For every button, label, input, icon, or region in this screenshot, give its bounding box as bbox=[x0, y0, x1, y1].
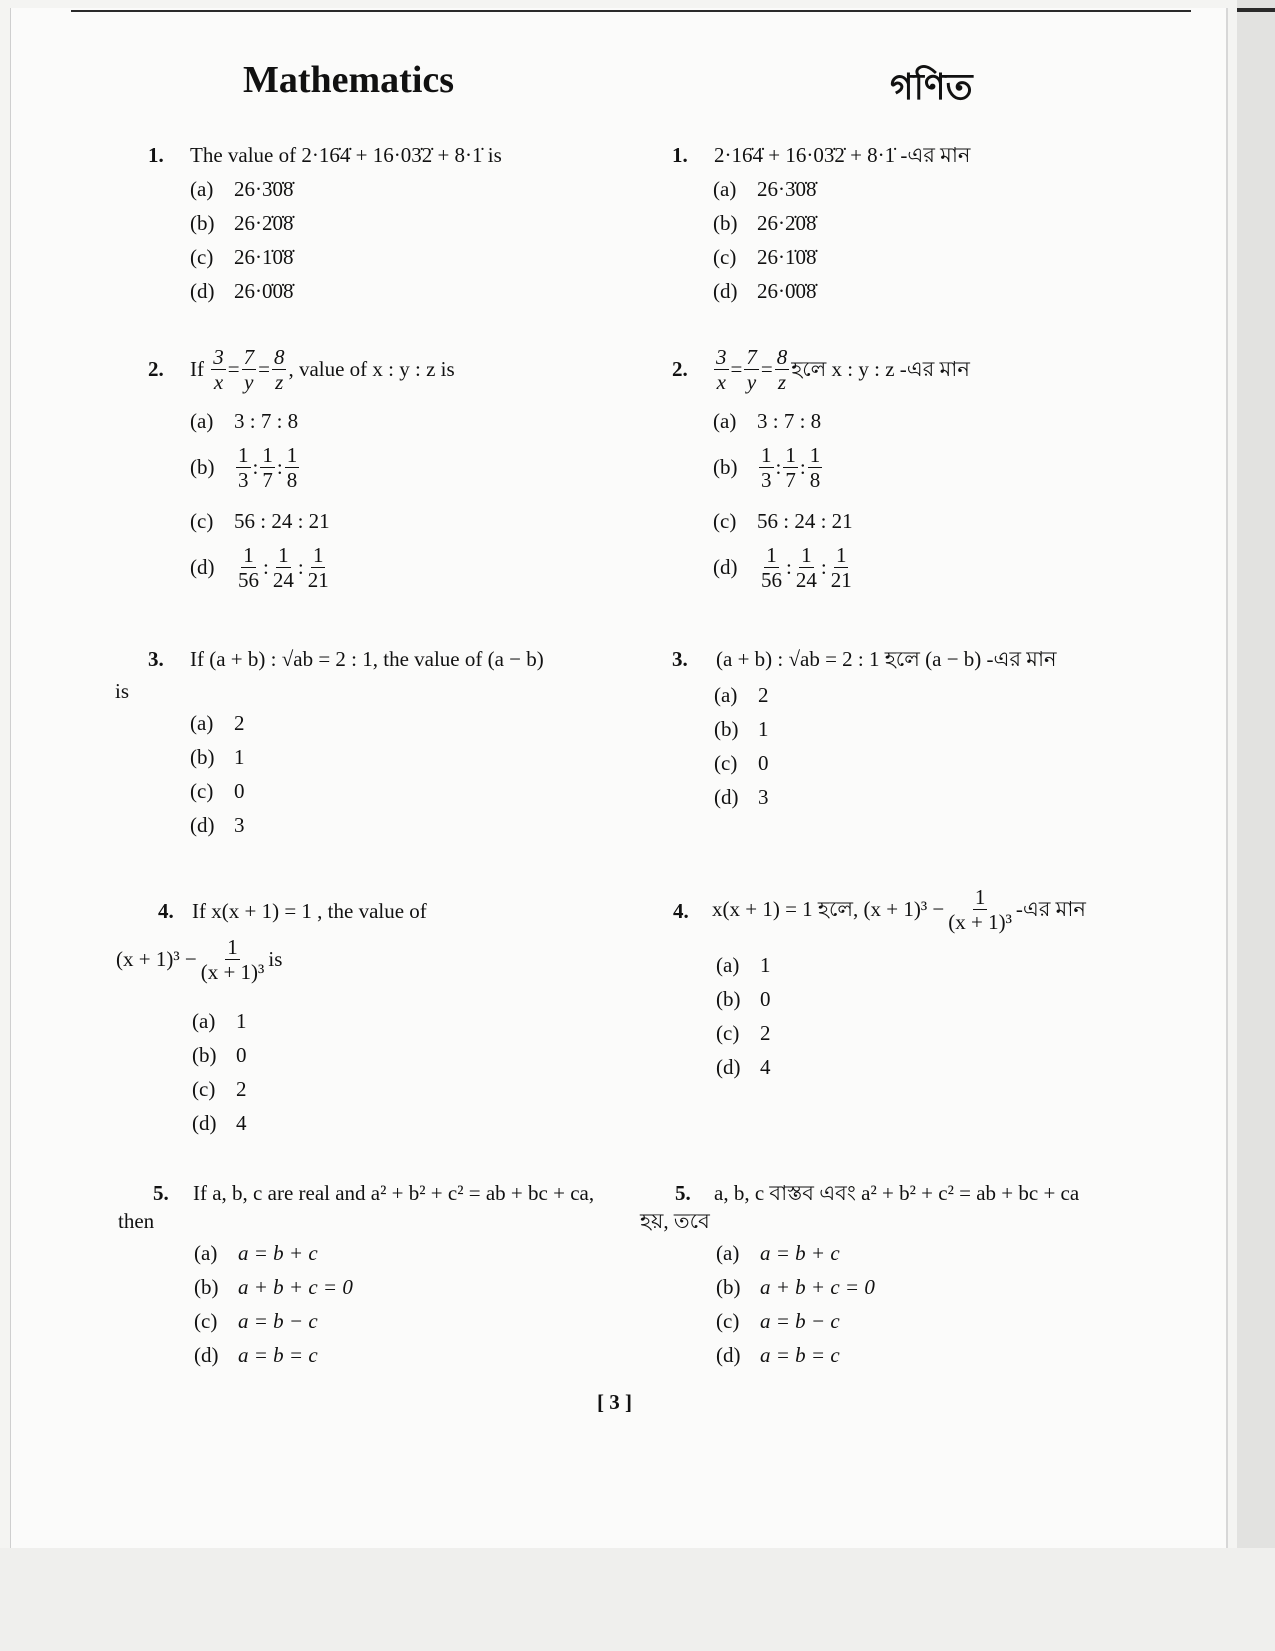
option-d: (d) $\frac{1}{56}$ : $\frac{1}{24}$ : $\frac{1}{21}$ bbox=[190, 542, 329, 592]
option-d: (d) 4 bbox=[716, 1055, 771, 1079]
fraction: $\frac{3}{x}$ bbox=[213, 344, 224, 394]
question-number: 5. bbox=[153, 1181, 169, 1205]
question-text: The value of 2·16̇4̇ + 16·03̇2̇ + 8·1̇ is bbox=[190, 143, 502, 167]
question-text: If a, b, c are real and a² + b² + c² = ab + bc + ca, bbox=[193, 1181, 595, 1205]
question-text: If $\frac{3}{x}$ = $\frac{7}{y}$ = $\frac{8}{z}$ , value of x : y : z is bbox=[190, 344, 455, 394]
option-d: (d) a = b = c bbox=[716, 1343, 840, 1367]
option-d: (d) 26·0̇0̇8̇ bbox=[190, 279, 294, 303]
option-c: (c) a = b − c bbox=[716, 1309, 840, 1333]
option-c: (c) 26·1̇0̇8̇ bbox=[713, 245, 817, 269]
option-c: (c) 2 bbox=[716, 1021, 771, 1045]
option-c: (c) 56 : 24 : 21 bbox=[713, 509, 853, 533]
fraction: $\frac{3}{x}$ bbox=[716, 344, 727, 394]
scan-margin bbox=[0, 1548, 1275, 1651]
question-text: x(x + 1) = 1 হলে, (x + 1)³ − $\frac{1}{\text{(x + 1)³}}$ -এর মান bbox=[712, 884, 1086, 934]
question-number: 2. bbox=[672, 357, 688, 381]
fraction: $\frac{8}{z}$ bbox=[273, 344, 285, 394]
fraction: $\frac{7}{y}$ bbox=[243, 344, 255, 394]
question-text: If x(x + 1) = 1 , the value of bbox=[192, 899, 427, 923]
question-text: If (a + b) : √ab = 2 : 1, the value of (a − b) bbox=[190, 647, 544, 671]
option-a: (a) a = b + c bbox=[194, 1241, 318, 1265]
option-a: (a) 1 bbox=[192, 1009, 247, 1033]
fraction: $\frac{8}{z}$ bbox=[776, 344, 788, 394]
option-c: (c) 0 bbox=[714, 751, 769, 775]
option-c: (c) 56 : 24 : 21 bbox=[190, 509, 330, 533]
question-number: 5. bbox=[675, 1181, 691, 1205]
question-text-cont: হয়, তবে bbox=[640, 1209, 710, 1233]
question-number: 4. bbox=[158, 899, 174, 923]
option-a: (a) 2 bbox=[190, 711, 245, 735]
option-b: (b) 26·2̇0̇8̇ bbox=[190, 211, 294, 235]
option-c: (c) 26·1̇0̇8̇ bbox=[190, 245, 294, 269]
option-a: (a) 3 : 7 : 8 bbox=[713, 409, 822, 433]
option-a: (a) 2 bbox=[714, 683, 769, 707]
option-c: (c) 2 bbox=[192, 1077, 247, 1101]
option-b: (b) $\frac{1}{3}$ : $\frac{1}{7}$ : $\frac{1}{8}$ bbox=[713, 442, 821, 492]
option-c: (c) a = b − c bbox=[194, 1309, 318, 1333]
question-text-cont: is bbox=[115, 679, 130, 703]
question-number: 3. bbox=[148, 647, 164, 671]
option-d: (d) a = b = c bbox=[194, 1343, 318, 1367]
question-text: 2·16̇4̇ + 16·03̇2̇ + 8·1̇ -এর মান bbox=[714, 143, 971, 167]
fraction: $\frac{7}{y}$ bbox=[746, 344, 757, 394]
option-c: (c) 0 bbox=[190, 779, 245, 803]
option-b: (b) a + b + c = 0 bbox=[194, 1275, 353, 1299]
option-d: (d) $\frac{1}{56}$ : $\frac{1}{24}$ : $\frac{1}{21}$ bbox=[713, 542, 852, 592]
title-english: Mathematics bbox=[243, 59, 455, 101]
option-d: (d) 26·0̇0̇8̇ bbox=[713, 279, 817, 303]
question-text-cont: then bbox=[118, 1209, 155, 1233]
question-number: 1. bbox=[672, 143, 688, 167]
option-b: (b) 1 bbox=[714, 717, 769, 741]
question-number: 4. bbox=[673, 899, 689, 923]
option-b: (b) 26·2̇0̇8̇ bbox=[713, 211, 817, 235]
question-number: 3. bbox=[672, 647, 688, 671]
question-text: a, b, c বাস্তব এবং a² + b² + c² = ab + bc + ca bbox=[714, 1181, 1080, 1205]
question-number: 1. bbox=[148, 143, 164, 167]
page-number: [ 3 ] bbox=[597, 1390, 632, 1414]
option-d: (d) 3 bbox=[190, 813, 245, 837]
option-a: (a) 1 bbox=[716, 953, 771, 977]
option-a: (a) 3 : 7 : 8 bbox=[190, 409, 299, 433]
question-text: (a + b) : √ab = 2 : 1 হলে (a − b) -এর মান bbox=[716, 647, 1057, 671]
page-edge bbox=[1237, 0, 1275, 1551]
option-b: (b) 0 bbox=[192, 1043, 247, 1067]
option-b: (b) 0 bbox=[716, 987, 771, 1011]
question-text: $\frac{3}{x}$ = $\frac{7}{y}$ = $\frac{8}{z}$ হলে x : y : z -এর মান bbox=[716, 344, 970, 394]
option-a: (a) 26·3̇0̇8̇ bbox=[190, 177, 294, 201]
option-d: (d) 4 bbox=[192, 1111, 247, 1135]
question-text-cont: (x + 1)³ − $\frac{1}{\text{(x + 1)³}}$ is bbox=[116, 934, 283, 984]
option-b: (b) $\frac{1}{3}$ : $\frac{1}{7}$ : $\frac{1}{8}$ bbox=[190, 442, 298, 492]
question-number: 2. bbox=[148, 357, 164, 381]
option-a: (a) a = b + c bbox=[716, 1241, 840, 1265]
option-b: (b) 1 bbox=[190, 745, 245, 769]
option-d: (d) 3 bbox=[714, 785, 769, 809]
option-a: (a) 26·3̇0̇8̇ bbox=[713, 177, 817, 201]
title-bengali: গণিত bbox=[890, 67, 973, 108]
option-b: (b) a + b + c = 0 bbox=[716, 1275, 875, 1299]
